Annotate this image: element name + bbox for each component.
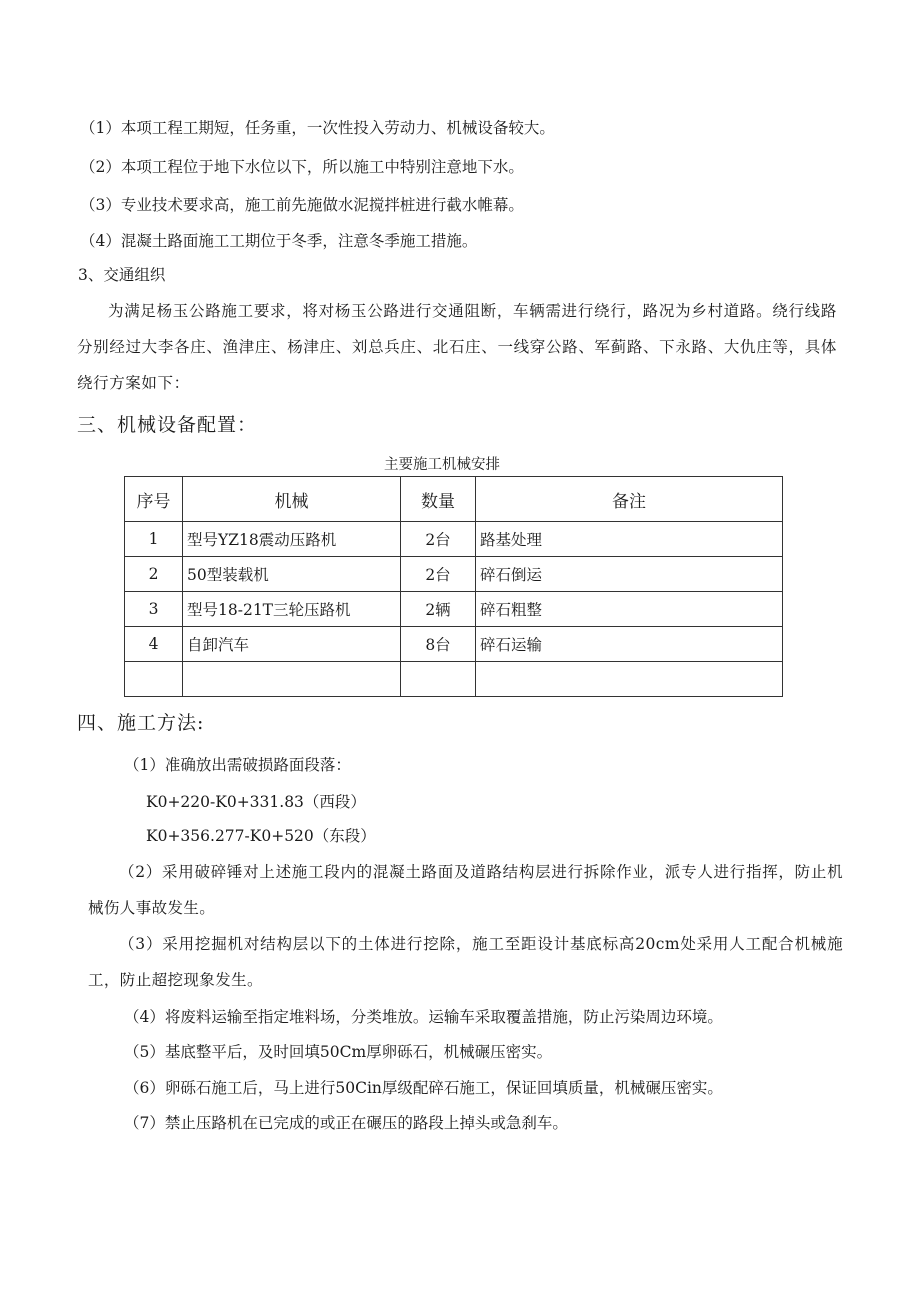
table-row <box>125 522 783 557</box>
cell-quantity: 8台 <box>401 627 476 662</box>
method-step-7: （7）禁止压路机在已完成的或正在碾压的路段上掉头或急刹车。 <box>124 1114 568 1132</box>
traffic-title: 3、交通组织 <box>78 266 166 284</box>
header-index: 序号 <box>125 477 183 522</box>
cell-note: 路基处理 <box>476 522 783 557</box>
table-caption: 主要施工机械安排 <box>384 457 500 473</box>
header-machine: 机械 <box>183 477 401 522</box>
cell-note: 碎石运输 <box>476 627 783 662</box>
table-header-row <box>125 477 783 522</box>
item-2: （2）本项工程位于地下水位以下，所以施工中特别注意地下水。 <box>80 158 524 176</box>
method-step-2: （2）采用破碎锤对上述施工段内的混凝土路面及道路结构层进行拆除作业，派专人进行指挥，防止机械伤人事故发生。 <box>88 863 843 917</box>
traffic-paragraph: 为满足杨玉公路施工要求，将对杨玉公路进行交通阻断，车辆需进行绕行，路况为乡村道路。绕行线路分别经过大李各庄、渔津庄、杨津庄、刘总兵庄、北石庄、一线穿公路、军蓟路、下永路、大仇庄等，具体绕行方案如下： <box>77 302 837 392</box>
method-step-6: （6）卵砾石施工后，马上进行50Cin厚级配碎石施工，保证回填质量，机械碾压密实。 <box>124 1079 723 1097</box>
equipment-table <box>124 476 783 697</box>
method-step-4: （4）将废料运输至指定堆料场，分类堆放。运输车采取覆盖措施，防止污染周边环境。 <box>124 1008 723 1026</box>
cell-machine: 自卸汽车 <box>183 627 401 662</box>
header-note: 备注 <box>476 477 783 522</box>
header-quantity: 数量 <box>401 477 476 522</box>
cell-quantity <box>401 662 476 697</box>
table-row-empty <box>125 662 783 697</box>
segment-east: K0+356.277-K0+520（东段） <box>146 827 376 845</box>
table-row <box>125 557 783 592</box>
cell-machine: 50型装载机 <box>183 557 401 592</box>
equipment-heading: 三、机械设备配置： <box>77 414 258 436</box>
item-3: （3）专业技术要求高，施工前先施做水泥搅拌桩进行截水帷幕。 <box>80 196 524 214</box>
cell-index: 1 <box>125 522 183 557</box>
cell-note: 碎石倒运 <box>476 557 783 592</box>
table-row <box>125 627 783 662</box>
cell-index: 3 <box>125 592 183 627</box>
cell-machine: 型号YZ18震动压路机 <box>183 522 401 557</box>
table-row <box>125 592 783 627</box>
segment-west: K0+220-K0+331.83（西段） <box>146 793 366 811</box>
method-step-1: （1）准确放出需破损路面段落： <box>124 756 351 774</box>
cell-quantity: 2辆 <box>401 592 476 627</box>
cell-note: 碎石粗整 <box>476 592 783 627</box>
cell-index: 4 <box>125 627 183 662</box>
cell-note <box>476 662 783 697</box>
cell-index <box>125 662 183 697</box>
method-step-5: （5）基底整平后，及时回填50Cm厚卵砾石，机械碾压密实。 <box>124 1043 553 1061</box>
method-heading: 四、施工方法: <box>77 712 205 734</box>
item-1: （1）本项工程工期短，任务重，一次性投入劳动力、机械设备较大。 <box>80 119 555 137</box>
method-step-3: （3）采用挖掘机对结构层以下的土体进行挖除，施工至距设计基底标高20cm处采用人工配合机械施工，防止超挖现象发生。 <box>88 935 843 989</box>
item-4: （4）混凝土路面施工工期位于冬季，注意冬季施工措施。 <box>80 232 478 250</box>
cell-quantity: 2台 <box>401 557 476 592</box>
cell-index: 2 <box>125 557 183 592</box>
cell-machine: 型号18-21T三轮压路机 <box>183 592 401 627</box>
cell-quantity: 2台 <box>401 522 476 557</box>
cell-machine <box>183 662 401 697</box>
